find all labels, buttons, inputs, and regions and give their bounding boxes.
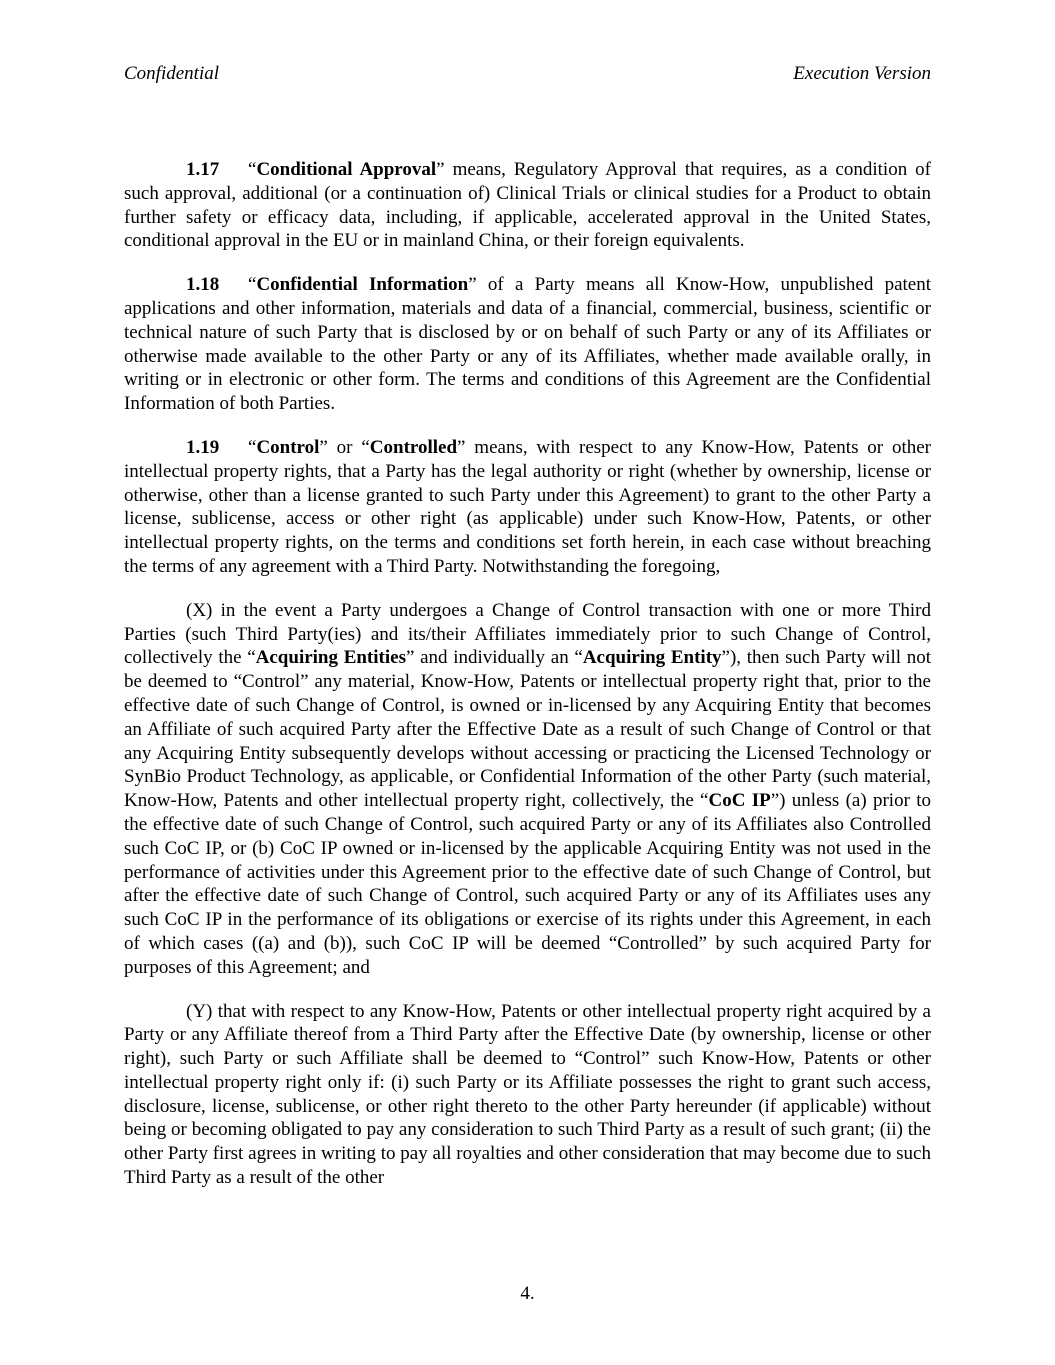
- section-1-18: [124, 273, 931, 416]
- defined-term: Controlled: [369, 436, 458, 458]
- section-number: 1.18: [186, 274, 220, 296]
- section-1-19: [124, 436, 931, 579]
- header-execution-version: Execution Version: [793, 63, 931, 84]
- clause-y: [124, 1000, 931, 1190]
- clause-text: (Y) that with respect to any Know-How, Patents or other intellectual property right acquired by a Party or any Affiliate thereof from a Third Party after the Effective Date (by ownership, license or other right), such Party or such Affiliate shall be deemed to “Control” such Know-How, Patents or other intellectual property right only if: (i) such Party or its Affiliate possesses the right to grant such access, disclosure, license, sublicense, or other right thereto to the other Party hereunder (if applicable) without being or becoming obligated to pay any consideration to such Third Party as a result of such grant; (ii) the other Party first agrees in writing to pay all royalties and other consideration that may become due to such Third Party as a result of the other: [124, 1000, 931, 1189]
- header-confidential: Confidential: [124, 63, 219, 84]
- clause-text: (X) in the event a Party undergoes a Change of Control transaction with one or more Third Parties (such Third Party(ies) and its/their Affiliates immediately prior to such Change of Control, collectively the “: [124, 599, 931, 669]
- clause-text: ”) unless (a) prior to the effective date of such Change of Control, such acquired Party or any of its Affiliates also Controlled such CoC IP, or (b) CoC IP owned or in-licensed by the applicable Acquiring Entity was not used in the performance of activities under this Agreement prior to the effective date of such Change of Control, but after the effective date of such Change of Control, such acquired Party or any of its Affiliates uses any such CoC IP in the performance of its obligations or exercise of its rights under this Agreement, in each of which cases ((a) and (b)), such CoC IP will be deemed “Controlled” by such acquired Party for purposes of this Agreement; and: [124, 790, 931, 978]
- defined-term: CoC IP: [708, 790, 771, 812]
- defined-term: Confidential Information: [256, 274, 469, 296]
- defined-term: Acquiring Entity: [582, 647, 722, 669]
- page-number: 4.: [520, 1283, 535, 1304]
- clause-x: [124, 599, 931, 980]
- section-number: 1.19: [186, 436, 220, 458]
- clause-text: ”), then such Party will not be deemed to “Control” any material, Know-How, Patents or intellectual property right that, prior to the effective date of such Change of Control, is owned or in-licensed by any Acquiring Entity that becomes an Affiliate of such acquired Party after the Effective Date as a result of such Change of Control or that any Acquiring Entity subsequently develops without accessing or practicing the Licensed Technology or SynBio Product Technology, as applicable, or Confidential Information of the other Party (such material, Know-How, Patents and other intellectual property right, collectively, the “: [124, 647, 932, 812]
- section-text: ” means, Regulatory Approval that requires, as a condition of such approval, additional (or a continuation of) Clinical Trials or clinical studies for a Product to obtain further safety or efficacy data, including, if applicable, accelerated approval in the United States, conditional approval in the EU or in mainland China, or their foreign equivalents.: [124, 159, 931, 252]
- document-body: [124, 158, 931, 1210]
- page-header: [124, 62, 931, 86]
- section-text: ” of a Party means all Know-How, unpublished patent applications and other information, materials and data of a financial, commercial, business, scientific or technical nature of such Party that is disclosed by or on behalf of such Party or any of its Affiliates or otherwise made available to the other Party or any of its Affiliates, whether made available orally, in writing or in electronic or other form. The terms and conditions of this Agreement are the Confidential Information of both Parties.: [124, 274, 931, 415]
- defined-term: Conditional Approval: [256, 159, 437, 180]
- defined-term: Control: [256, 436, 320, 458]
- defined-term: Acquiring Entities: [255, 647, 406, 669]
- quote-open: “: [248, 274, 257, 296]
- term-separator: ” or “: [319, 436, 370, 458]
- section-1-17: [124, 158, 931, 253]
- section-text: ” means, with respect to any Know-How, Patents or other intellectual property rights, that a Party has the legal authority or right (whether by ownership, license or otherwise, other than a license granted to such Party under this Agreement) to grant to the other Party a license, sublicense, access or other right (as applicable) under such Know-How, Patents, or other intellectual property rights, on the terms and conditions set forth herein, in each case without breaching the terms of any agreement with a Third Party. Notwithstanding the foregoing,: [124, 436, 931, 577]
- quote-open: “: [248, 436, 257, 458]
- quote-open: “: [248, 159, 257, 180]
- clause-text: ” and individually an “: [405, 647, 583, 669]
- section-number: 1.17: [186, 159, 220, 180]
